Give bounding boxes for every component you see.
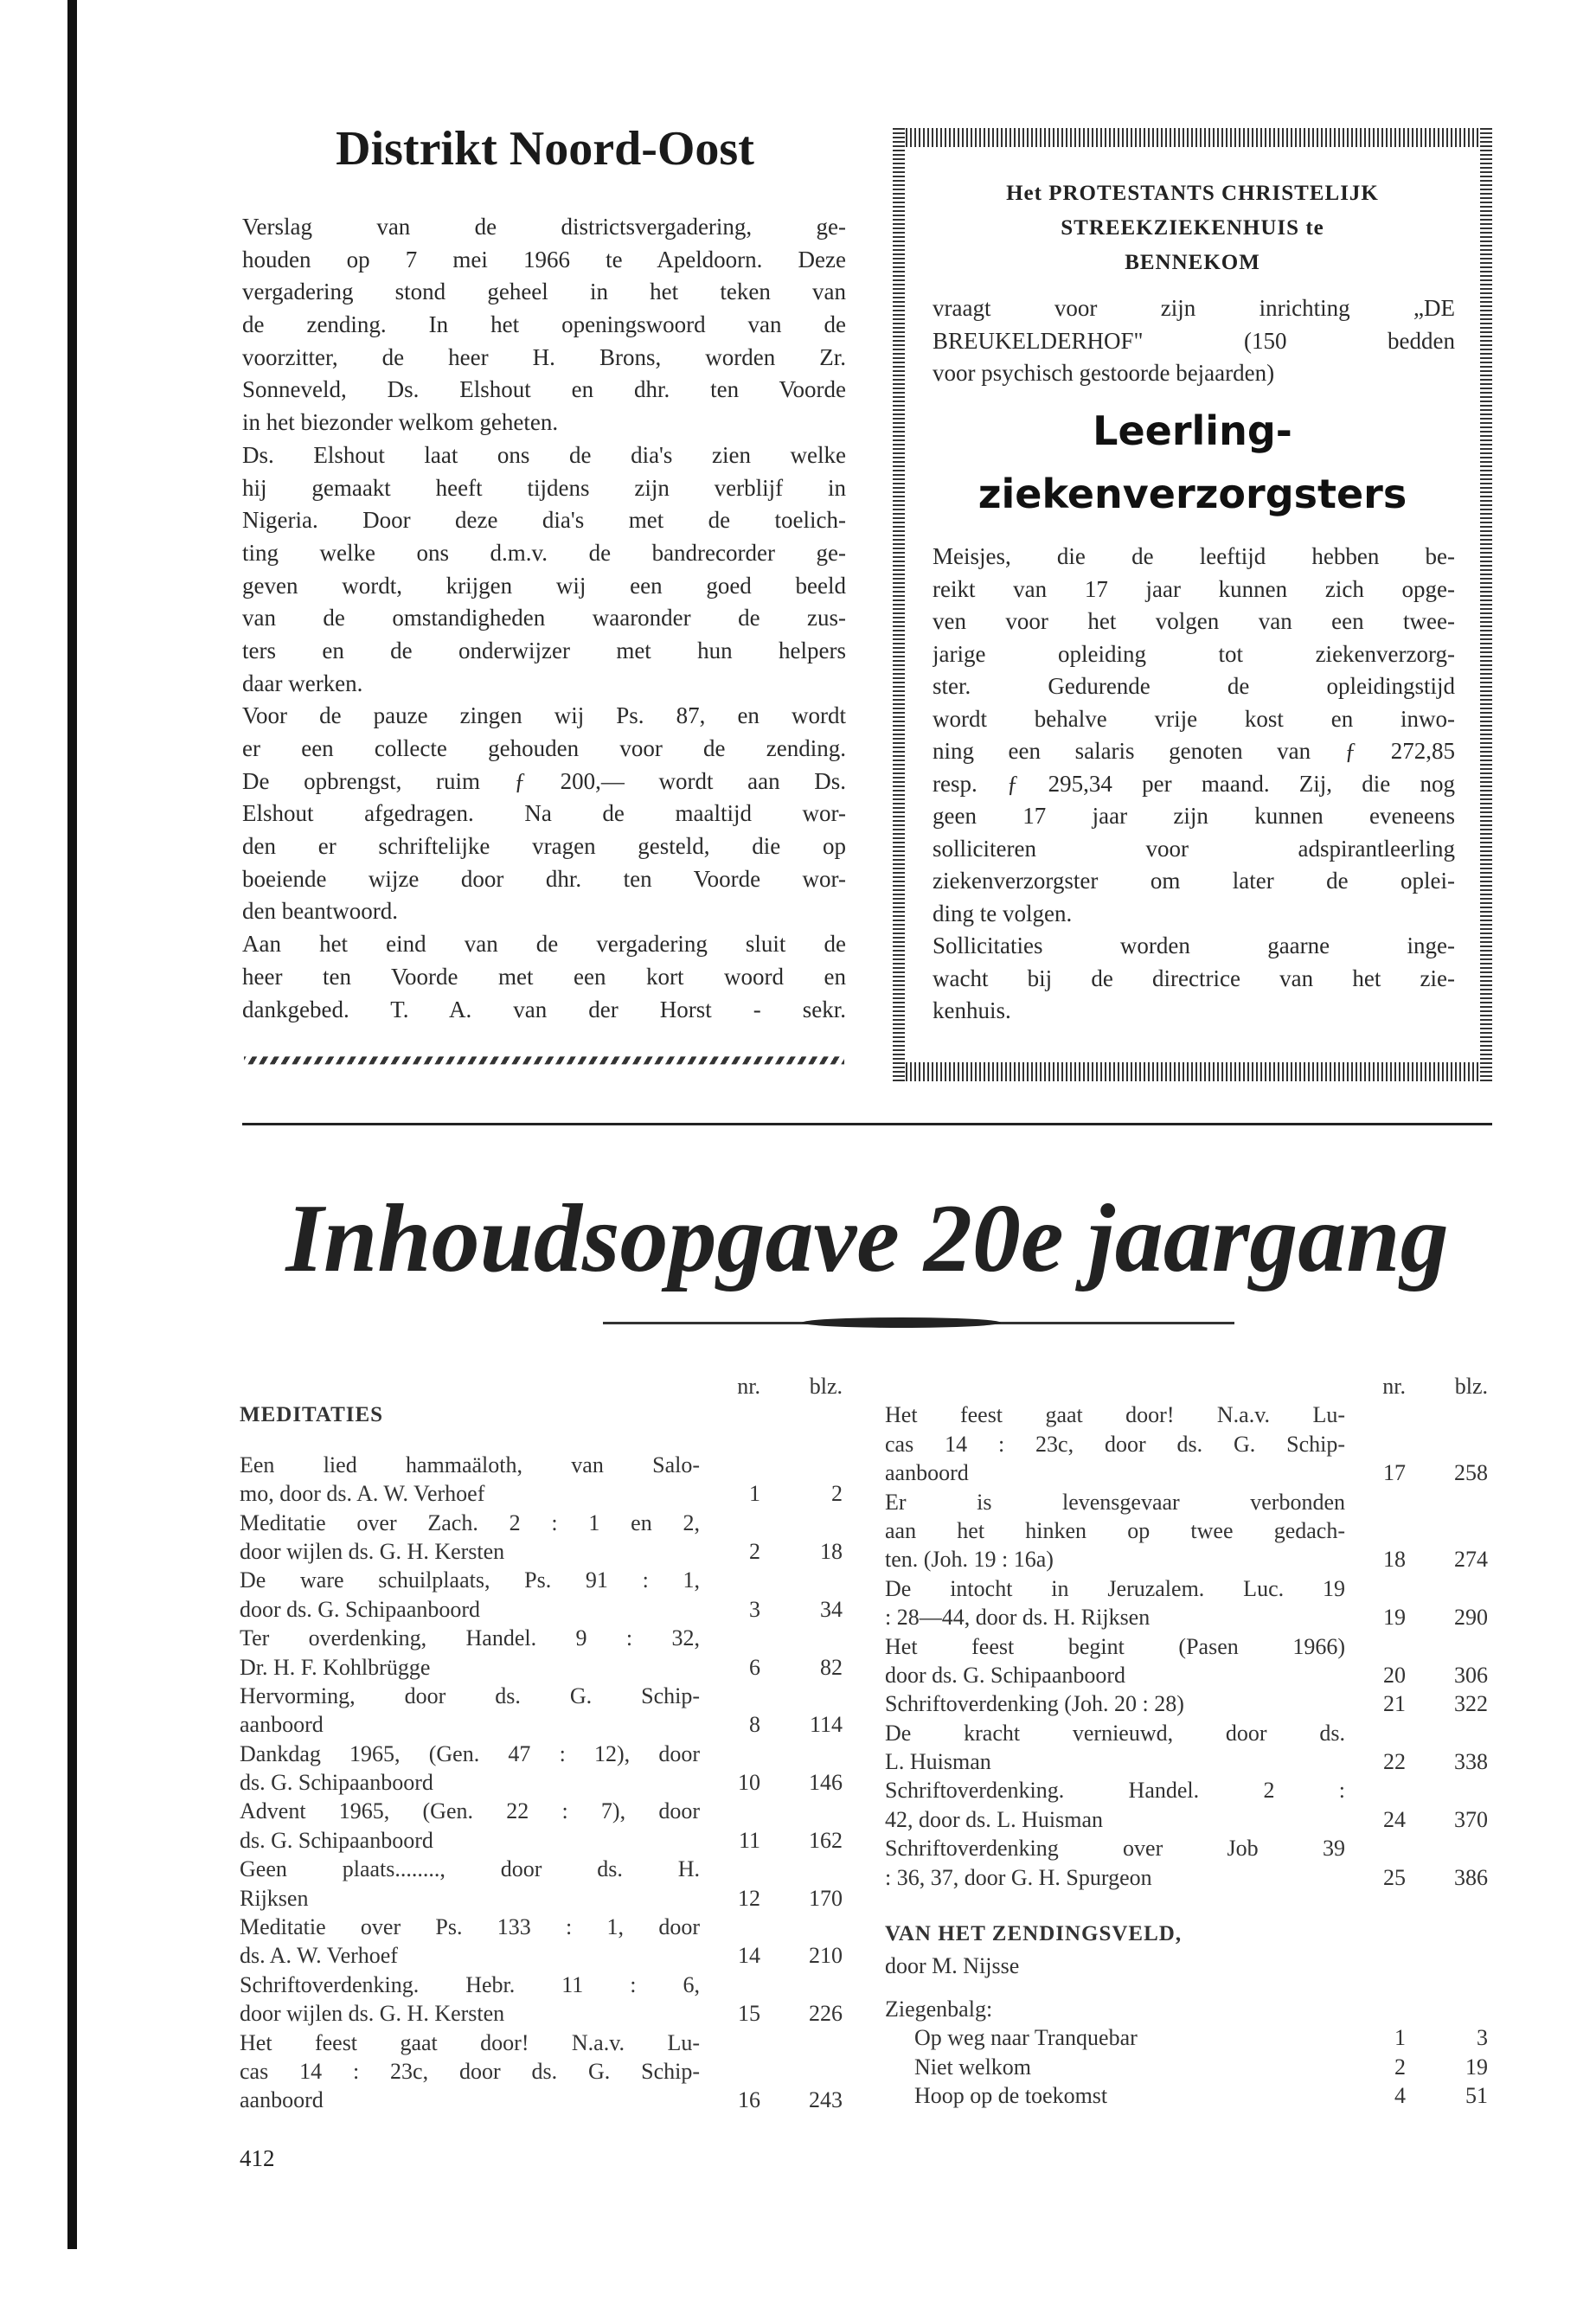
toc-entry-text: L. Huisman [885,1749,991,1775]
toc-entry-blz: 226 [809,2001,843,2027]
header-spacer [240,1372,700,1400]
toc-entry-line [885,1632,1488,1661]
column-header-blz: blz. [809,1374,843,1399]
toc-entry-line [885,2081,1488,2110]
toc-entry-line [240,1941,843,1970]
toc-entry-text: Dankdag 1965, (Gen. 47 : 12), door [240,1740,700,1766]
toc-entry-line [240,1884,843,1913]
ad-intro-line: voor psychisch gestoorde bejaarden) [933,360,1275,386]
toc-entry-nr: 25 [1383,1864,1406,1890]
ad-headline-1: Leerling- [1093,407,1292,454]
toc-entry-blz [760,1624,843,1652]
toc-entry-line [240,2029,843,2057]
toc-entry-blz: 386 [1454,1864,1488,1890]
toc-entry-blz: 290 [1454,1605,1488,1631]
text-line: reikt van 17 jaar kunnen zich opge- [933,575,1455,602]
toc-entry-text: aan het hinken op twee gedach- [885,1517,1345,1543]
toc-entry-line [885,1488,1488,1516]
toc-section-author: door M. Nijsse [885,1953,1020,1979]
toc-entry-blz: 82 [820,1654,843,1680]
toc-entry-line [240,1913,843,1941]
toc-entry-text: cas 14 : 23c, door ds. G. Schip- [885,1431,1345,1457]
toc-entry-blz [1406,1719,1488,1747]
ad-border-bottom [893,1062,1492,1081]
ad-intro-line: vraagt voor zijn inrichting „DE [933,295,1455,321]
text-line: ting welke ons d.m.v. de bandrecorder ge- [242,539,846,566]
toc-entry-nr [700,1624,760,1652]
toc-entry-blz: 51 [1465,2082,1488,2108]
toc-entry-nr [700,1797,760,1825]
toc-entry-blz [760,1855,843,1883]
toc-entry-line [240,1509,843,1537]
column-header-nr: nr. [1382,1374,1406,1399]
toc-entry-text: door wijlen ds. G. H. Kersten [240,2001,505,2027]
toc-entry-line [240,1768,843,1797]
toc-entry-line [885,1545,1488,1574]
text-line: solliciteren voor adspirantleerling [933,835,1455,862]
toc-entry-line [240,1740,843,1768]
toc-entry-blz [1406,1516,1488,1545]
toc-entry-nr: 1 [1394,2025,1406,2051]
toc-entry-text: Hoop op de toekomst [914,2082,1108,2108]
toc-entry-nr [700,1509,760,1537]
toc-entry-blz [1406,1574,1488,1603]
toc-entry-line [885,1574,1488,1603]
toc-entry-line [240,1971,843,1999]
toc-entry-nr: 2 [1394,2054,1406,2080]
text-line: voorzitter, de heer H. Brons, worden Zr. [242,343,846,370]
text-line: in het biezonder welkom geheten. [242,409,559,436]
ornament-divider [603,1322,1234,1324]
column-header-nr: nr. [737,1374,760,1399]
horizontal-rule [242,1123,1492,1125]
toc-right-column [885,1372,1488,2110]
toc-entry-line [885,2053,1488,2081]
toc-entry-blz [760,1740,843,1768]
toc-entry-nr: 14 [738,1943,760,1969]
text-line: kenhuis. [933,997,1011,1023]
toc-entry-nr [700,1855,760,1883]
toc-entry-text: ds. G. Schipaanboord [240,1827,433,1853]
toc-entry-blz [760,1682,843,1710]
toc-entry-blz: 19 [1465,2054,1488,2080]
toc-entry-blz [1406,1488,1488,1516]
text-line: van de omstandigheden waaronder de zus- [242,605,846,631]
text-line: Sonneveld, Ds. Elshout en dhr. ten Voorde [242,376,846,403]
toc-entry-blz: 210 [809,1943,843,1969]
toc-entry-line [240,1624,843,1652]
toc-entry-text: door ds. G. Schipaanboord [885,1662,1126,1688]
toc-entry-line [240,1653,843,1682]
ad-headline-2: ziekenverzorgsters [977,471,1407,517]
toc-entry-line [240,1826,843,1855]
toc-entry-nr [700,1566,760,1594]
toc-entry-line [240,1797,843,1825]
toc-entry-blz [760,1566,843,1594]
text-line: hij gemaakt heeft tijdens zijn verblijf in [242,474,846,501]
toc-entry-nr: 16 [738,2087,760,2113]
text-line: Meisjes, die de leeftijd hebben be- [933,543,1455,569]
toc-entry-text: Er is levensgevaar verbonden [885,1489,1345,1515]
toc-entry-text: Ter overdenking, Handel. 9 : 32, [240,1625,700,1651]
text-line: Sollicitaties worden gaarne inge- [933,933,1455,958]
toc-entry-line [240,2086,843,2114]
toc-entry-line [885,1834,1488,1862]
text-line: ziekenverzorgster om later de oplei- [933,868,1455,894]
toc-entry-blz [760,2057,843,2086]
ad-border-left [893,128,905,1081]
toc-entry-nr [1345,1400,1406,1429]
toc-entry-nr: 8 [749,1712,760,1738]
page-edge-bar [67,0,77,2249]
toc-entry-text: aanboord [885,1460,969,1486]
toc-entry-text: cas 14 : 23c, door ds. G. Schip- [240,2058,700,2084]
toc-entry-text: Niet welkom [914,2054,1032,2080]
toc-entry-text: De ware schuilplaats, Ps. 91 : 1, [240,1567,700,1593]
toc-entry-nr: 21 [1383,1691,1406,1717]
text-line: vergadering stond geheel in het teken van [242,279,846,305]
toc-entry-line [885,1516,1488,1545]
ad-intro [933,292,1455,390]
ad-body [933,541,1455,1028]
toc-entry-text: De kracht vernieuwd, door ds. [885,1720,1345,1746]
toc-entry-blz [760,2029,843,2057]
toc-entry-line [885,1776,1488,1804]
text-line: Nigeria. Door deze dia's met de toelich- [242,507,846,534]
toc-entry-nr [1345,1488,1406,1516]
toc-column-header [885,1372,1488,1400]
toc-entry-blz: 338 [1454,1749,1488,1775]
toc-entry-text: door ds. G. Schipaanboord [240,1596,481,1622]
toc-section-heading: MEDITATIES [240,1403,384,1427]
text-line: heer ten Voorde met een kort woord en [242,963,846,990]
toc-entry-text: aanboord [240,1712,324,1738]
text-line: resp. ƒ 295,34 per maand. Zij, die nog [933,770,1455,797]
text-line: jarige opleiding tot ziekenverzorg- [933,640,1455,667]
toc-entry-line [240,1566,843,1594]
text-line: boeiende wijze door dhr. ten Voorde wor- [242,865,846,892]
toc-entry-nr [700,1913,760,1941]
toc-entry-text: door wijlen ds. G. H. Kersten [240,1538,505,1564]
text-line: ters en de onderwijzer met hun helpers [242,637,846,663]
toc-entry-blz [760,1913,843,1941]
toc-entry-nr [1345,1834,1406,1862]
ad-border-top [893,128,1492,147]
toc-entry-blz [1406,1632,1488,1661]
toc-entry-blz: 306 [1454,1662,1488,1688]
toc-entry-text: 42, door ds. L. Huisman [885,1806,1104,1832]
toc-entry-text: Het feest gaat door! N.a.v. Lu- [885,1402,1345,1428]
toc-column-header [240,1372,843,1400]
toc-entry-line [885,1661,1488,1689]
toc-entry-blz [760,1451,843,1479]
toc-entry-text: Advent 1965, (Gen. 22 : 7), door [240,1798,700,1824]
toc-entry-nr: 1 [749,1481,760,1507]
toc-entry-nr: 20 [1383,1662,1406,1688]
header-spacer [885,1372,1345,1400]
text-line: wacht bij de directrice van het zie- [933,965,1455,991]
toc-entry-line [240,2057,843,2086]
toc-entry-line [885,1458,1488,1487]
toc-entry-nr [700,1740,760,1768]
toc-entry-line [240,1451,843,1479]
toc-entry-nr: 3 [749,1596,760,1622]
text-line: De opbrengst, ruim ƒ 200,— wordt aan Ds. [242,767,846,794]
ad-header [927,176,1458,280]
toc-entry-nr [1345,1516,1406,1545]
toc-entry-nr [1345,1776,1406,1804]
column-header-blz: blz. [1454,1374,1488,1399]
toc-entry-nr: 12 [738,1885,760,1911]
toc-entry-blz: 322 [1454,1691,1488,1717]
toc-entry-text: Schriftoverdenking. Hebr. 11 : 6, [240,1971,700,1997]
toc-entry-text: Meditatie over Zach. 2 : 1 en 2, [240,1509,700,1535]
toc-entry-text: Rijksen [240,1885,309,1911]
toc-entry-text: Meditatie over Ps. 133 : 1, door [240,1914,700,1940]
text-line: dankgebed. T. A. van der Horst - sekr. [242,996,846,1022]
text-line: wordt behalve vrije kost en inwo- [933,705,1455,732]
toc-entry-line [885,2023,1488,2052]
toc-entry-nr: 10 [738,1770,760,1796]
text-line: Verslag van de districtsvergadering, ge- [242,214,846,240]
toc-entry-blz [1406,1834,1488,1862]
toc-entry-blz: 114 [809,1712,843,1738]
toc-entry-nr [700,1451,760,1479]
ad-header-line: Het PROTESTANTS CHRISTELIJK [1006,182,1379,205]
toc-entry-line [240,1999,843,2028]
toc-entry-text: : 28—44, door ds. H. Rijksen [885,1605,1151,1631]
toc-entry-blz: 243 [809,2087,843,2113]
text-line: ven voor het volgen van een twee- [933,608,1455,634]
text-line: geven wordt, krijgen wij een goed beeld [242,572,846,599]
toc-entry-line [240,1710,843,1739]
ad-header-line: BENNEKOM [1125,251,1260,274]
toc-entry-nr [700,2029,760,2057]
toc-entry-line [240,1682,843,1710]
ad-border-right [1480,128,1492,1081]
ad-intro-line: BREUKELDERHOF" (150 bedden [933,327,1455,354]
text-line: ding te volgen. [933,900,1073,926]
toc-entry-text: Het feest gaat door! N.a.v. Lu- [240,2029,700,2055]
text-line: houden op 7 mei 1966 te Apeldoorn. Deze [242,246,846,272]
toc-entry-blz [1406,1430,1488,1458]
toc-entry-nr [1345,1574,1406,1603]
toc-section-heading: VAN HET ZENDINGSVELD, [885,1922,1183,1946]
toc-entry-blz: 146 [809,1770,843,1796]
toc-entry-blz: 18 [820,1538,843,1564]
toc-entry-blz [760,1797,843,1825]
toc-entry-nr: 22 [1383,1749,1406,1775]
text-line: Aan het eind van de vergadering sluit de [242,931,846,958]
toc-entry-nr: 15 [738,2001,760,2027]
toc-entry-nr: 24 [1383,1806,1406,1832]
toc-entry-line [240,1595,843,1624]
toc-entry-text: Een lied hammaäloth, van Salo- [240,1452,700,1477]
toc-entry-text: ds. G. Schipaanboord [240,1770,433,1796]
toc-entry-blz [760,1971,843,1999]
toc-entry-blz: 170 [809,1885,843,1911]
toc-entry-text: ds. A. W. Verhoef [240,1943,398,1969]
toc-entry-nr: 2 [749,1538,760,1564]
toc-entry-blz: 162 [809,1827,843,1853]
toc-entry-nr [700,2057,760,2086]
toc-entry-nr [700,1682,760,1710]
toc-entry-blz: 34 [820,1596,843,1622]
toc-entry-line [885,1430,1488,1458]
toc-entry-nr: 17 [1383,1460,1406,1486]
toc-entry-text: aanboord [240,2087,324,2113]
text-line: Elshout afgedragen. Na de maaltijd wor- [242,800,846,827]
toc-entry-blz: 3 [1477,2025,1488,2051]
toc-entry-line [885,1719,1488,1747]
toc-entry-text: Schriftoverdenking. Handel. 2 : [885,1778,1345,1804]
toc-entry-blz [1406,1776,1488,1804]
toc-entry-line [885,1805,1488,1834]
toc-entry-blz: 2 [831,1481,843,1507]
text-line: de zending. In het openingswoord van de [242,311,846,338]
toc-entry-nr [1345,1430,1406,1458]
toc-entry-nr: 19 [1383,1605,1406,1631]
toc-entry-line [240,1537,843,1566]
toc-left-column [240,1372,843,2115]
toc-entry-line [885,1689,1488,1718]
text-line: Voor de pauze zingen wij Ps. 87, en wordt [242,702,846,729]
text-line: ning een salaris genoten van ƒ 272,85 [933,738,1455,764]
toc-entry-text: : 36, 37, door G. H. Spurgeon [885,1864,1152,1890]
toc-entry-blz: 258 [1454,1460,1488,1486]
toc-entry-line [240,1479,843,1508]
toc-entry-text: Schriftoverdenking (Joh. 20 : 28) [885,1691,1184,1717]
toc-entry-text: Geen plaats........, door ds. H. [240,1856,700,1882]
toc-entry-text: Hervorming, door ds. G. Schip- [240,1682,700,1708]
toc-entry-nr: 11 [738,1827,760,1853]
toc-entry-nr: 18 [1383,1547,1406,1573]
text-line: den er schriftelijke vragen gesteld, die op [242,833,846,860]
toc-entry-text: ten. (Joh. 19 : 16a) [885,1547,1054,1573]
toc-entry-text: mo, door ds. A. W. Verhoef [240,1481,485,1507]
decorative-divider [244,1052,844,1067]
toc-entry-blz: 274 [1454,1547,1488,1573]
toc-entry-nr: 6 [749,1654,760,1680]
ad-header-line: STREEKZIEKENHUIS te [1061,216,1324,240]
toc-entry-blz [760,1509,843,1537]
toc-entry-text: Op weg naar Tranquebar [914,2025,1138,2051]
text-line: daar werken. [242,670,363,696]
toc-title: Inhoudsopgave 20e jaargang [285,1185,1449,1292]
article-body [242,211,846,1026]
toc-entry-nr: 4 [1394,2082,1406,2108]
toc-entry-line [240,1855,843,1883]
toc-entry-nr [1345,1719,1406,1747]
article-title: Distrikt Noord-Oost [336,122,754,176]
spacer [240,1430,843,1451]
toc-entry-line [885,1603,1488,1631]
text-line: Ds. Elshout laat ons de dia's zien welke [242,441,846,468]
toc-entry-nr [700,1971,760,1999]
toc-entry-line [885,1747,1488,1776]
text-line: geen 17 jaar zijn kunnen eveneens [933,803,1455,829]
toc-entry-text: De intocht in Jeruzalem. Luc. 19 [885,1575,1345,1601]
page-number: 412 [240,2145,275,2171]
toc-entry-blz [1406,1400,1488,1429]
toc-entry-text: Het feest begint (Pasen 1966) [885,1633,1345,1659]
toc-entry-line [885,1863,1488,1892]
toc-entry-text: Schriftoverdenking over Job 39 [885,1836,1345,1862]
toc-entry-text: Dr. H. F. Kohlbrügge [240,1654,431,1680]
toc-group-heading: Ziegenbalg: [885,1996,993,2022]
text-line: ster. Gedurende de opleidingstijd [933,673,1455,699]
text-line: er een collecte gehouden voor de zending. [242,735,846,761]
text-line: den beantwoord. [242,898,398,925]
toc-entry-line [885,1400,1488,1429]
toc-entry-blz: 370 [1454,1806,1488,1832]
toc-entry-nr [1345,1632,1406,1661]
advertisement-box [893,128,1492,1081]
